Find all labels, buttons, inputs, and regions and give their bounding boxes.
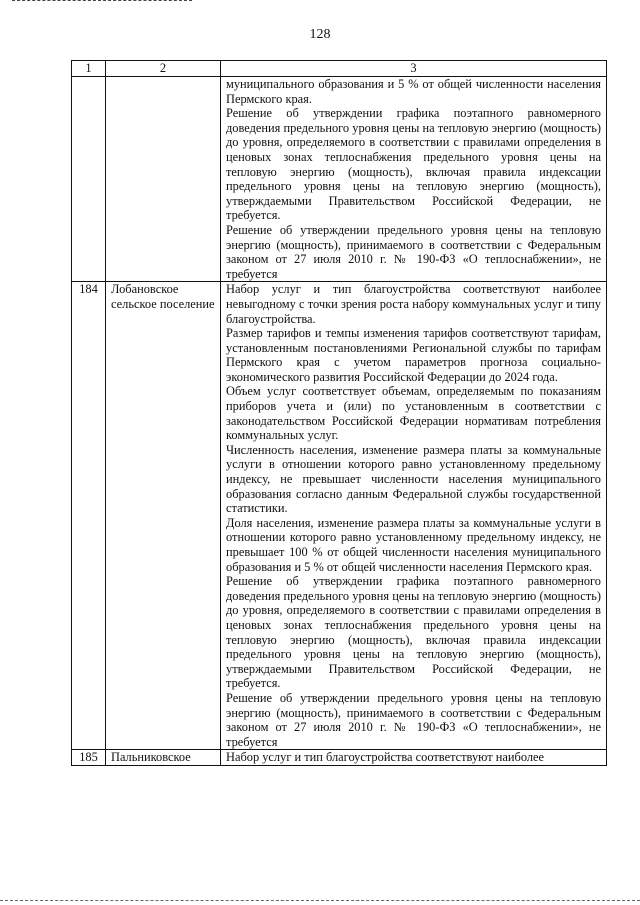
paragraph: муниципального образования и 5 % от общей численности населения Пермского края. (226, 77, 601, 106)
table-header-row (72, 61, 607, 77)
top-edge-line (12, 0, 192, 1)
document-table (71, 60, 607, 766)
row-description (221, 282, 607, 750)
row-number: 184 (72, 282, 106, 750)
paragraph: Доля населения, изменение размера платы за коммунальные услуги в отношении которого равно установленному предельному индексу, не превышает 100 % от общей численности населения муниципального образования и 5 % от общей численности населения Пермского края. (226, 515, 601, 574)
paragraph: Решение об утверждении предельного уровня цены на тепловую энергию (мощность), принимаемого в соответствии с Федеральным законом от 27 июля 2010 г. № 190-ФЗ «О теплоснабжении», не требуется (226, 222, 601, 281)
paragraph: Набор услуг и тип благоустройства соответствуют наиболее (226, 750, 545, 765)
table-row (72, 77, 607, 282)
row-description (221, 750, 607, 766)
column-header-3: 3 (221, 61, 607, 77)
paragraph: Решение об утверждении графика поэтапного равномерного доведения предельного уровня цены на тепловую энергию (мощность) до уровня, определяемого в соответствии с правилами определения в ценовых зонах теплоснабжения предельного уровня цены на тепловую энергию (мощность), включая правила индексации предельного уровня цены на тепловую энергию (мощность), утверждаемыми Правительством Российской Федерации, не требуется. (226, 106, 601, 223)
settlement-name (106, 77, 221, 282)
paragraph: Объем услуг соответствует объемам, определяемым по показаниям приборов учета и (или) по установленным в соответствии с законодательством Российской Федерации нормативам потребления коммунальных услуг. (226, 384, 601, 443)
table-row (72, 750, 607, 766)
column-header-1: 1 (72, 61, 106, 77)
page-number: 128 (309, 27, 331, 42)
paragraph: Размер тарифов и темпы изменения тарифов соответствуют тарифам, установленным постановлениями Региональной службы по тарифам Пермского края с учетом параметров прогноза социально-экономического развития Российской Федерации до 2024 года. (226, 326, 601, 384)
row-number (72, 77, 106, 282)
column-header-2: 2 (106, 61, 221, 77)
paragraph: Решение об утверждении предельного уровня цены на тепловую энергию (мощность), принимаемого в соответствии с Федеральным законом от 27 июля 2010 г. № 190-ФЗ «О теплоснабжении», не требуется (226, 690, 601, 749)
paragraph: Решение об утверждении графика поэтапного равномерного доведения предельного уровня цены на тепловую энергию (мощность) до уровня, определяемого в соответствии с правилами определения в ценовых зонах теплоснабжения предельного уровня цены на тепловую энергию (мощность), включая правила индексации предельного уровня цены на тепловую энергию (мощность), утверждаемыми Правительством Российской Федерации, не требуется. (226, 574, 601, 691)
settlement-name: Пальниковское (106, 750, 221, 766)
row-description (221, 77, 607, 282)
settlement-name: Лобановское сельское поселение (106, 282, 221, 750)
paragraph: Набор услуг и тип благоустройства соответствуют наиболее невыгодному с точки зрения роста набору коммунальных услуг и типу благоустройства. (226, 282, 601, 326)
bottom-edge-line (0, 900, 640, 901)
row-number: 185 (72, 750, 106, 766)
table-row (72, 282, 607, 750)
paragraph: Численность населения, изменение размера платы за коммунальные услуги в отношении которого равно установленному предельному индексу, не превышает численности населения муниципального образования согласно данным Федеральной службы государственной статистики. (226, 442, 601, 516)
